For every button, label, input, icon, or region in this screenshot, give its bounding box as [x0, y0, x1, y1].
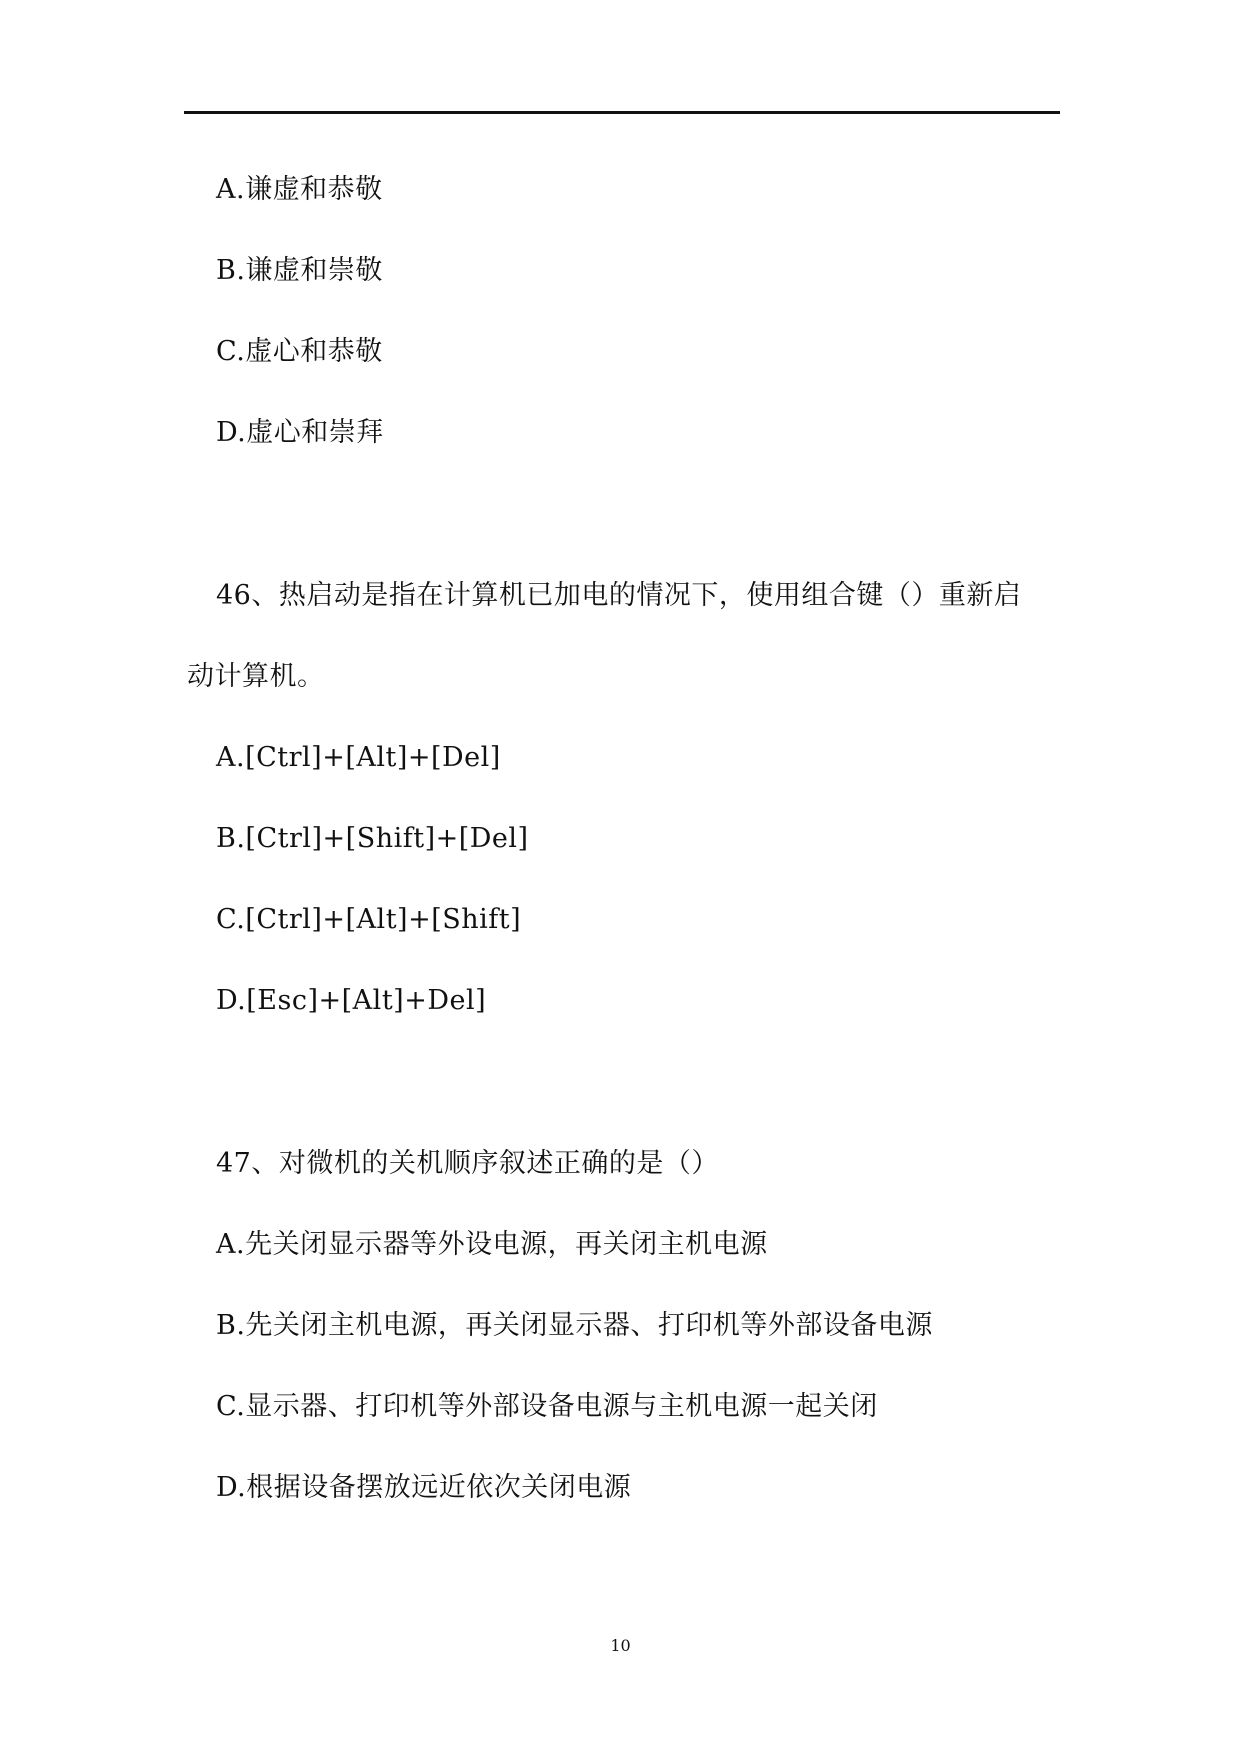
q46-option-c: C.[Ctrl]+[Alt]+[Shift]	[216, 904, 522, 935]
q47-option-b: B.先关闭主机电源，再关闭显示器、打印机等外部设备电源	[216, 1310, 933, 1341]
q47-option-d: D.根据设备摆放远近依次关闭电源	[216, 1472, 632, 1503]
q47-stem: 47、对微机的关机顺序叙述正确的是（）	[216, 1148, 719, 1179]
q45-option-b: B.谦虚和崇敬	[216, 255, 383, 286]
q47-option-c: C.显示器、打印机等外部设备电源与主机电源一起关闭	[216, 1391, 878, 1422]
q46-stem-line1: 46、热启动是指在计算机已加电的情况下，使用组合键（）重新启	[216, 580, 1022, 611]
q47-option-a: A.先关闭显示器等外设电源，再关闭主机电源	[216, 1229, 768, 1260]
header-rule	[184, 111, 1060, 114]
q46-option-b: B.[Ctrl]+[Shift]+[Del]	[216, 823, 529, 854]
q46-option-a: A.[Ctrl]+[Alt]+[Del]	[216, 742, 501, 773]
q45-option-d: D.虚心和崇拜	[216, 417, 384, 448]
page-number: 10	[610, 1636, 631, 1655]
q45-option-a: A.谦虚和恭敬	[216, 174, 383, 205]
q46-stem-line2: 动计算机。	[187, 661, 325, 692]
q45-option-c: C.虚心和恭敬	[216, 336, 383, 367]
q46-option-d: D.[Esc]+[Alt]+Del]	[216, 985, 487, 1016]
